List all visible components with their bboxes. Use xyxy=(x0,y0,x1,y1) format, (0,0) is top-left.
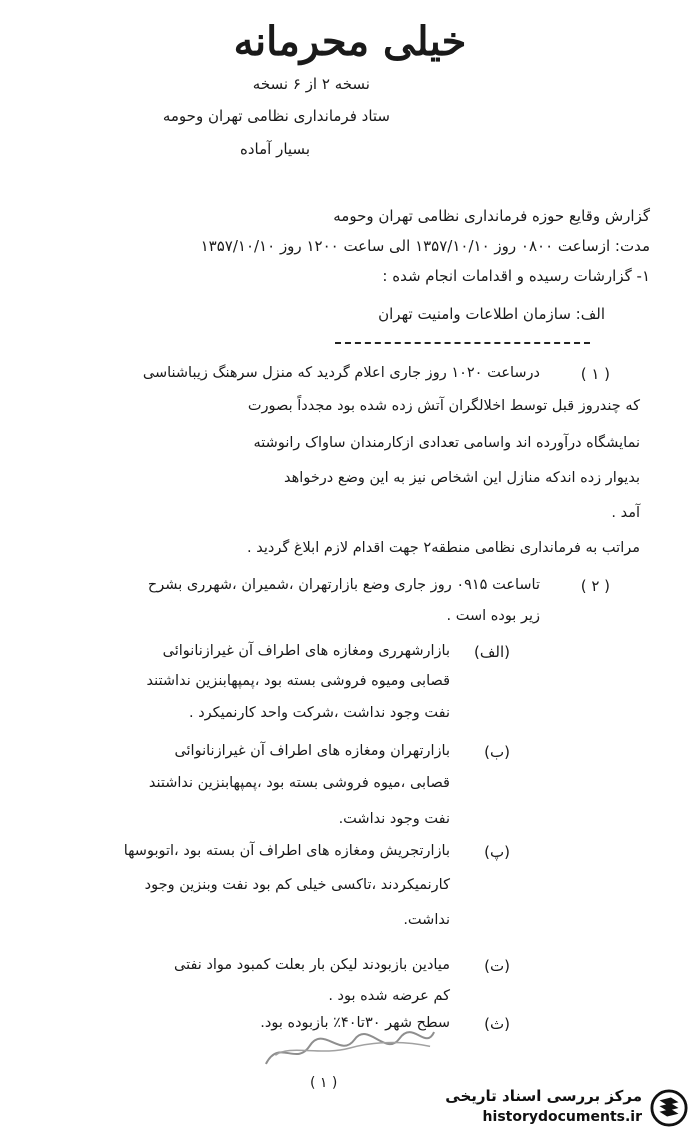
item-be-line: نفت وجود نداشت. xyxy=(338,811,450,827)
item-pe-line: نداشت. xyxy=(403,912,450,928)
item-te-marker: (ت) xyxy=(484,957,510,975)
copy-number: نسخه ۲ از ۶ نسخه xyxy=(252,75,370,93)
item-pe-line: بازارتجریش ومغازه های اطراف آن بسته بود ،اتوبوسها xyxy=(123,843,450,859)
paragraph-2-line: زیر بوده است . xyxy=(446,608,540,624)
item-te-line: کم عرضه شده بود . xyxy=(328,988,450,1004)
item-be-line: قصابی ،میوه فروشی بسته بود ،پمپهابنزین نداشتند xyxy=(148,775,450,791)
paragraph-2-marker: ( ۲ ) xyxy=(580,577,610,595)
section-heading: ۱- گزارشات رسیده و اقدامات انجام شده : xyxy=(382,267,650,285)
issuing-office: ستاد فرمانداری نظامی تهران وحومه xyxy=(162,107,390,125)
paragraph-1-line: درساعت ۱۰۲۰ روز جاری اعلام گردید که منزل سرهنگ زیباشناسی xyxy=(142,365,540,381)
paragraph-1-action: مراتب به فرمانداری نظامی منطقه۲ جهت اقدام لازم ابلاغ گردید . xyxy=(247,540,640,556)
classification-title: خیلی محرمانه xyxy=(233,18,467,65)
paragraph-1-line: آمد . xyxy=(611,505,640,521)
item-be-line: بازارتهران ومغازه های اطراف آن غیرازنانوائی xyxy=(174,743,450,759)
paragraph-2-line: تاساعت ۰۹۱۵ روز جاری وضع بازارتهران ،شمیران ،شهرری بشرح xyxy=(147,577,540,593)
watermark-banner xyxy=(400,1085,700,1130)
precedence-grade: بسیار آماده xyxy=(240,140,310,158)
subsection-underline xyxy=(335,342,590,344)
item-alef-line: نفت وجود نداشت ،شرکت واحد کارنمیکرد . xyxy=(188,705,450,721)
item-pe-marker: (پ) xyxy=(484,843,510,861)
report-title: گزارش وقایع حوزه فرمانداری نظامی تهران وحومه xyxy=(333,207,650,225)
paragraph-1-marker: ( ۱ ) xyxy=(580,365,610,383)
item-alef-marker: (الف) xyxy=(474,643,510,661)
item-se-line: سطح شهر ۳۰تا۴۰٪ بازبوده بود. xyxy=(260,1015,450,1031)
item-alef-line: بازارشهرری ومغازه های اطراف آن غیرازنانوائی xyxy=(162,643,450,659)
paragraph-1-line: نمایشگاه درآورده اند واسامی تعدادی ازکارمندان ساواک رانوشته xyxy=(253,435,640,451)
item-be-marker: (ب) xyxy=(484,743,510,761)
watermark-name: مرکز بررسی اسناد تاریخی xyxy=(445,1087,642,1105)
history-documents-logo-icon xyxy=(650,1089,688,1127)
item-te-line: میادین بازبودند لیکن بار بعلت کمبود مواد نفتی xyxy=(174,957,450,973)
item-se-marker: (ث) xyxy=(484,1015,510,1033)
page-number: ( ۱ ) xyxy=(310,1075,338,1091)
paragraph-1-line: بدیوار زده اندکه منازل این اشخاص نیز به این وضع درخواهد xyxy=(284,470,640,486)
watermark-url: historydocuments.ir xyxy=(482,1109,642,1125)
subsection-heading: الف: سازمان اطلاعات وامنیت تهران xyxy=(378,305,605,323)
item-pe-line: کارنمیکردند ،تاکسی خیلی کم بود نفت وبنزین وجود xyxy=(144,877,450,893)
item-alef-line: قصابی ومیوه فروشی بسته بود ،پمپهابنزین نداشتند xyxy=(146,673,450,689)
paragraph-1-line: که چندروز قبل توسط اخلالگران آتش زده شده بود مجدداً بصورت xyxy=(247,398,640,414)
report-period: مدت: ازساعت ۰۸۰۰ روز ۱۳۵۷/۱۰/۱۰ الی ساعت ۱۲۰۰ روز ۱۳۵۷/۱۰/۱۰ xyxy=(200,237,650,255)
